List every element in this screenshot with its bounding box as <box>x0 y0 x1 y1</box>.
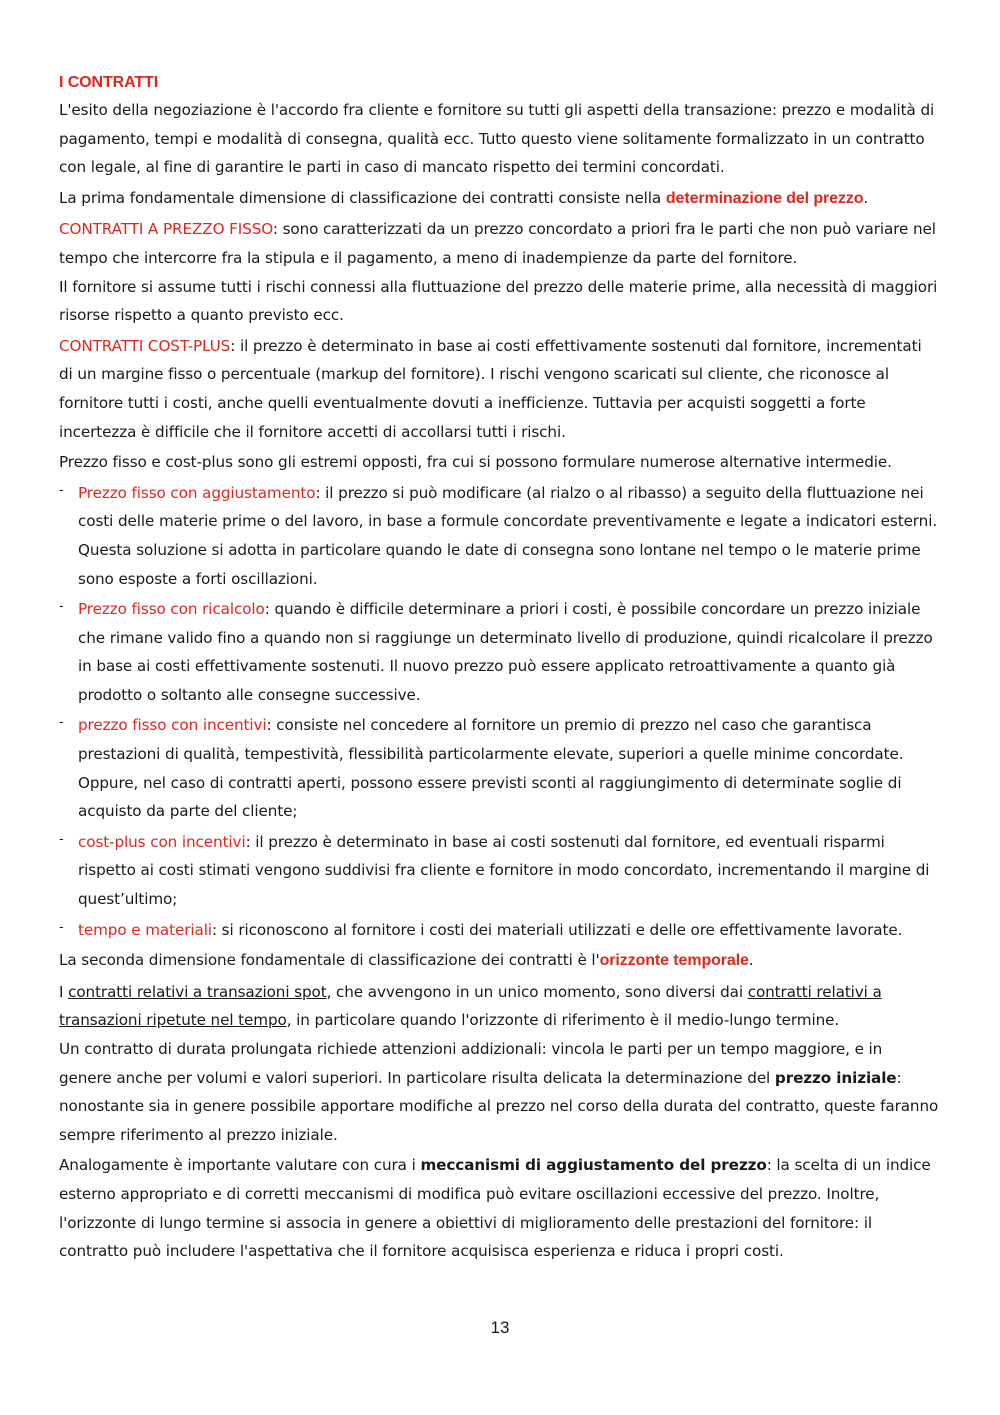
paragraph-time-dimension <box>59 946 939 976</box>
section-heading: I CONTRATTI <box>59 74 159 91</box>
repeated-contracts-underlined: contratti relativi a transazioni ripetute nel tempo <box>59 982 882 1030</box>
long-contract-text-end: : nonostante sia in genere possibile apportare modifiche al prezzo nel corso della durata del contratto, queste faranno sempre riferimento al prezzo iniziale. <box>59 1068 939 1144</box>
list-item <box>59 595 939 709</box>
dash-bullet: - <box>59 831 64 847</box>
paragraph-alternatives-text: Prezzo fisso e cost-plus sono gli estremi opposti, fra cui si possono formulare numerose alternative intermedie. <box>59 453 892 472</box>
fixed-price-text-2: Il fornitore si assume tutti i rischi connessi alla fluttuazione del prezzo delle materie prime, alla necessità di maggiori risorse rispetto a quanto previsto ecc. <box>59 277 938 325</box>
long-contract-text: Un contratto di durata prolungata richiede attenzioni addizionali: vincola le parti per un tempo maggiore, e in genere anche per volumi e valori superiori. In particolare risulta delicata la determinazione del <box>59 1040 883 1087</box>
adjustment-text-a: Analogamente è importante valutare con cura i <box>59 1156 421 1175</box>
paragraph-time-dimension-text: La seconda dimensione fondamentale di classificazione dei contratti è l' <box>59 951 600 970</box>
list-item-text: : il prezzo si può modificare (al rialzo o al ribasso) a seguito della fluttuazione nei costi delle materie prime o del lavoro, in base a formule concordate preventivamente e legate a indicatori esterni. Questa soluzione si adotta in particolare quando le date di consegna sono lontane nel tempo o le materie prime sono esposte a forti oscillazioni. <box>78 483 938 588</box>
list-item-text: : il prezzo è determinato in base ai costi sostenuti dal fornitore, ed eventuali risparmi rispetto ai costi stimati vengono suddivisi fra cliente e fornitore in modo concordato, incrementando il margine di quest’ultimo; <box>78 832 930 909</box>
paragraph-spot-vs-repeated <box>59 978 939 1150</box>
dash-bullet: - <box>59 919 64 935</box>
list-item <box>59 711 939 825</box>
dash-bullet: - <box>59 482 64 498</box>
paragraph-price-dimension <box>59 184 939 214</box>
price-determination-emphasis: determinazione del prezzo <box>665 189 864 207</box>
list-item-term: prezzo fisso con incentivi <box>78 716 267 735</box>
paragraph-price-dimension-end: . <box>863 188 869 207</box>
document-body <box>59 70 939 1268</box>
paragraph-cost-plus <box>59 332 939 446</box>
paragraph-intro-text: L'esito della negoziazione è l'accordo fra cliente e fornitore su tutti gli aspetti della transazione: prezzo e modalità di pagamento, tempi e modalità di consegna, qualità ecc. Tutto questo viene solitamente formalizzato in un contratto con legale, al fine di garantire le parti in caso di mancato rispetto dei termini concordati. <box>59 101 935 177</box>
fixed-price-text: : sono caratterizzati da un prezzo concordato a priori fra le parti che non può variare nel tempo che intercorre fra la stipula e il pagamento, a meno di inadempienze da parte del fornitore. <box>59 220 936 267</box>
paragraph-time-dimension-end: . <box>748 951 754 970</box>
spot-text-b: , che avvengono in un unico momento, sono diversi dai <box>326 982 748 1001</box>
list-item-text: : si riconoscono al fornitore i costi dei materiali utilizzati e delle ore effettivamente lavorate. <box>211 920 903 939</box>
paragraph-alternatives <box>59 448 939 477</box>
spot-contracts-underlined: contratti relativi a transazioni spot <box>68 982 327 1001</box>
spot-text-a: I <box>59 982 69 1001</box>
page-number: 13 <box>490 1318 510 1337</box>
list-item-term: cost-plus con incentivi <box>78 832 246 851</box>
list-item <box>59 916 939 945</box>
list-item-term: Prezzo fisso con ricalcolo <box>78 600 265 619</box>
list-item-term: tempo e materiali <box>78 920 212 939</box>
fixed-price-term: CONTRATTI A PREZZO FISSO <box>59 220 273 239</box>
list-item <box>59 479 939 593</box>
adjustment-text-b: : la scelta di un indice esterno appropriato e di corretti meccanismi di modifica può evitare oscillazioni eccessive del prezzo. Inoltre, l'orizzonte di lungo termine si associa in genere a obiettivi di miglioramento delle prestazioni del fornitore: il contratto può includere l'aspettativa che il fornitore acquisisca esperienza e riduca i propri costi. <box>59 1156 931 1261</box>
paragraph-adjustment <box>59 1151 939 1265</box>
paragraph-fixed-price <box>59 215 939 329</box>
dash-bullet: - <box>59 715 64 731</box>
dash-bullet: - <box>59 599 64 615</box>
list-item-text: : quando è difficile determinare a priori i costi, è possibile concordare un prezzo iniziale che rimane valido fino a quando non si raggiunge un determinato livello di produzione, quindi ricalcolare il prezzo in base ai costi effettivamente sostenuti. Il nuovo prezzo può essere applicato retroattivamente a quanto già prodotto o soltanto alle consegne successive. <box>78 600 933 704</box>
list-item <box>59 828 939 914</box>
initial-price-bold: prezzo iniziale <box>774 1068 897 1087</box>
paragraph-intro <box>59 96 939 182</box>
list-item-term: Prezzo fisso con aggiustamento <box>78 483 316 502</box>
adjustment-mechanisms-bold: meccanismi di aggiustamento del prezzo <box>420 1156 767 1175</box>
paragraph-price-dimension-text: La prima fondamentale dimensione di classificazione dei contratti consiste nella <box>59 188 666 207</box>
cost-plus-text: : il prezzo è determinato in base ai costi effettivamente sostenuti dal fornitore, incrementati di un margine fisso o percentuale (markup del fornitore). I rischi vengono scaricati sul cliente, che riconosce al fornitore tutti i costi, anche quelli eventualmente dovuti a inefficienze. Tuttavia per acquisti soggetti a forte incertezza è difficile che il fornitore accetti di accollarsi tutti i rischi. <box>59 336 922 441</box>
cost-plus-term: CONTRATTI COST-PLUS <box>59 336 231 355</box>
time-horizon-emphasis: orizzonte temporale <box>599 952 749 970</box>
spot-text-c: , in particolare quando l'orizzonte di riferimento è il medio-lungo termine. <box>286 1011 840 1030</box>
list-item-text: : consiste nel concedere al fornitore un premio di prezzo nel caso che garantisca prestazioni di qualità, tempestività, flessibilità particolarmente elevate, superiori a quelle minime concordate. Oppure, nel caso di contratti aperti, possono essere previsti sconti al raggiungimento di determinate soglie di acquisto da parte del cliente; <box>78 716 904 821</box>
contract-types-list <box>59 479 939 945</box>
